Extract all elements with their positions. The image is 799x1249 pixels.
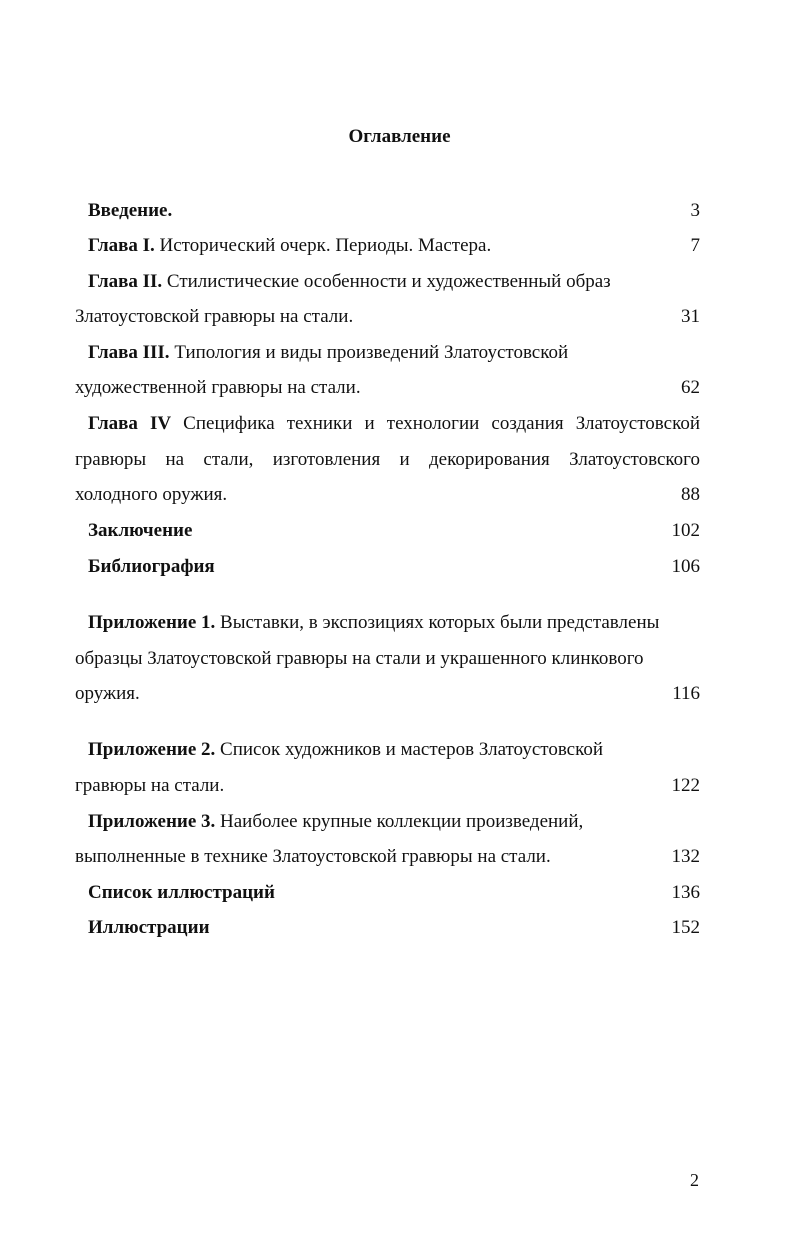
toc-page-number: 102 xyxy=(671,520,700,541)
toc-entry-text: оружия. xyxy=(75,683,140,704)
toc-entry-text: Златоустовской гравюры на стали. xyxy=(75,306,354,327)
toc-entry-label: Приложение 3. xyxy=(88,811,216,832)
toc-page-number: 7 xyxy=(690,235,700,256)
toc-page-number: 116 xyxy=(672,683,700,704)
toc-entry-text: выполненные в технике Златоустовской гравюры на стали. xyxy=(75,846,551,867)
toc-page-number: 88 xyxy=(681,484,700,505)
toc-entry-illustrations xyxy=(88,914,700,942)
toc-entry-label: Приложение 1. xyxy=(88,612,216,633)
toc-entry-label: Глава II. xyxy=(88,271,163,292)
toc-entry-appendix-1 xyxy=(88,609,700,637)
toc-entry-chapter-4 xyxy=(88,410,700,438)
toc-entry-text: Список художников и мастеров Златоустовской xyxy=(215,739,604,760)
toc-entry-appendix-1-continued xyxy=(75,645,700,673)
toc-entry-introduction xyxy=(88,197,700,225)
toc-entry-label: Приложение 2. xyxy=(88,739,216,760)
toc-page-number: 152 xyxy=(671,917,700,938)
toc-entry-label: Введение. xyxy=(88,200,173,221)
page-title: Оглавление xyxy=(348,126,451,147)
toc-entry-illustrations-list xyxy=(88,879,700,907)
toc-entry-text: Исторический очерк. Периоды. Мастера. xyxy=(154,235,492,256)
toc-page-number: 62 xyxy=(681,377,700,398)
toc-entry-label: Библиография xyxy=(88,556,215,577)
page-number: 2 xyxy=(690,1170,699,1190)
toc-entry-chapter-4-continued xyxy=(75,446,700,474)
toc-entry-chapter-2 xyxy=(88,268,700,296)
toc-entry-chapter-2-continued xyxy=(75,303,700,331)
toc-entry-text: гравюры на стали. xyxy=(75,775,225,796)
toc-page-number: 132 xyxy=(671,846,700,867)
toc-entry-text: Выставки, в экспозициях которых были представлены xyxy=(215,612,660,633)
toc-entry-text: художественной гравюры на стали. xyxy=(75,377,361,398)
toc-entry-text: Стилистические особенности и художественный образ xyxy=(162,271,611,292)
toc-entry-appendix-2 xyxy=(88,736,700,764)
toc-entry-bibliography xyxy=(88,553,700,581)
toc-page-number: 122 xyxy=(671,775,700,796)
toc-entry-label: Иллюстрации xyxy=(88,917,210,938)
toc-page-number: 3 xyxy=(690,200,700,221)
toc-entry-text: холодного оружия. xyxy=(75,484,228,505)
toc-entry-appendix-2-continued xyxy=(75,772,700,800)
toc-entry-label: Глава I. xyxy=(88,235,155,256)
toc-entry-text: Типология и виды произведений Златоустовской xyxy=(169,342,569,363)
toc-entry-label: Заключение xyxy=(88,520,193,541)
toc-entry-appendix-3-continued xyxy=(75,843,700,871)
toc-page-number: 31 xyxy=(681,306,700,327)
toc-entry-chapter-4-end xyxy=(75,481,700,509)
toc-entry-appendix-1-end xyxy=(75,680,700,708)
toc-entry-label: Список иллюстраций xyxy=(88,882,275,903)
toc-entry-label: Глава III. xyxy=(88,342,170,363)
toc-entry-label: Глава IV xyxy=(88,413,172,434)
toc-page-number: 106 xyxy=(671,556,700,577)
toc-entry-text: Наиболее крупные коллекции произведений, xyxy=(215,811,584,832)
toc-entry-chapter-3 xyxy=(88,339,700,367)
toc-entry-chapter-3-continued xyxy=(75,374,700,402)
toc-entry-text: образцы Златоустовской гравюры на стали и украшенного клинкового xyxy=(75,648,644,669)
toc-entry-text: Специфика техники и технологии создания Златоустовской xyxy=(171,413,700,434)
toc-entry-appendix-3 xyxy=(88,808,700,836)
toc-entry-text: гравюры на стали, изготовления и декорирования Златоустовского xyxy=(75,449,700,470)
toc-entry-conclusion xyxy=(88,517,700,545)
toc-entry-chapter-1 xyxy=(88,232,700,260)
toc-page-number: 136 xyxy=(671,882,700,903)
